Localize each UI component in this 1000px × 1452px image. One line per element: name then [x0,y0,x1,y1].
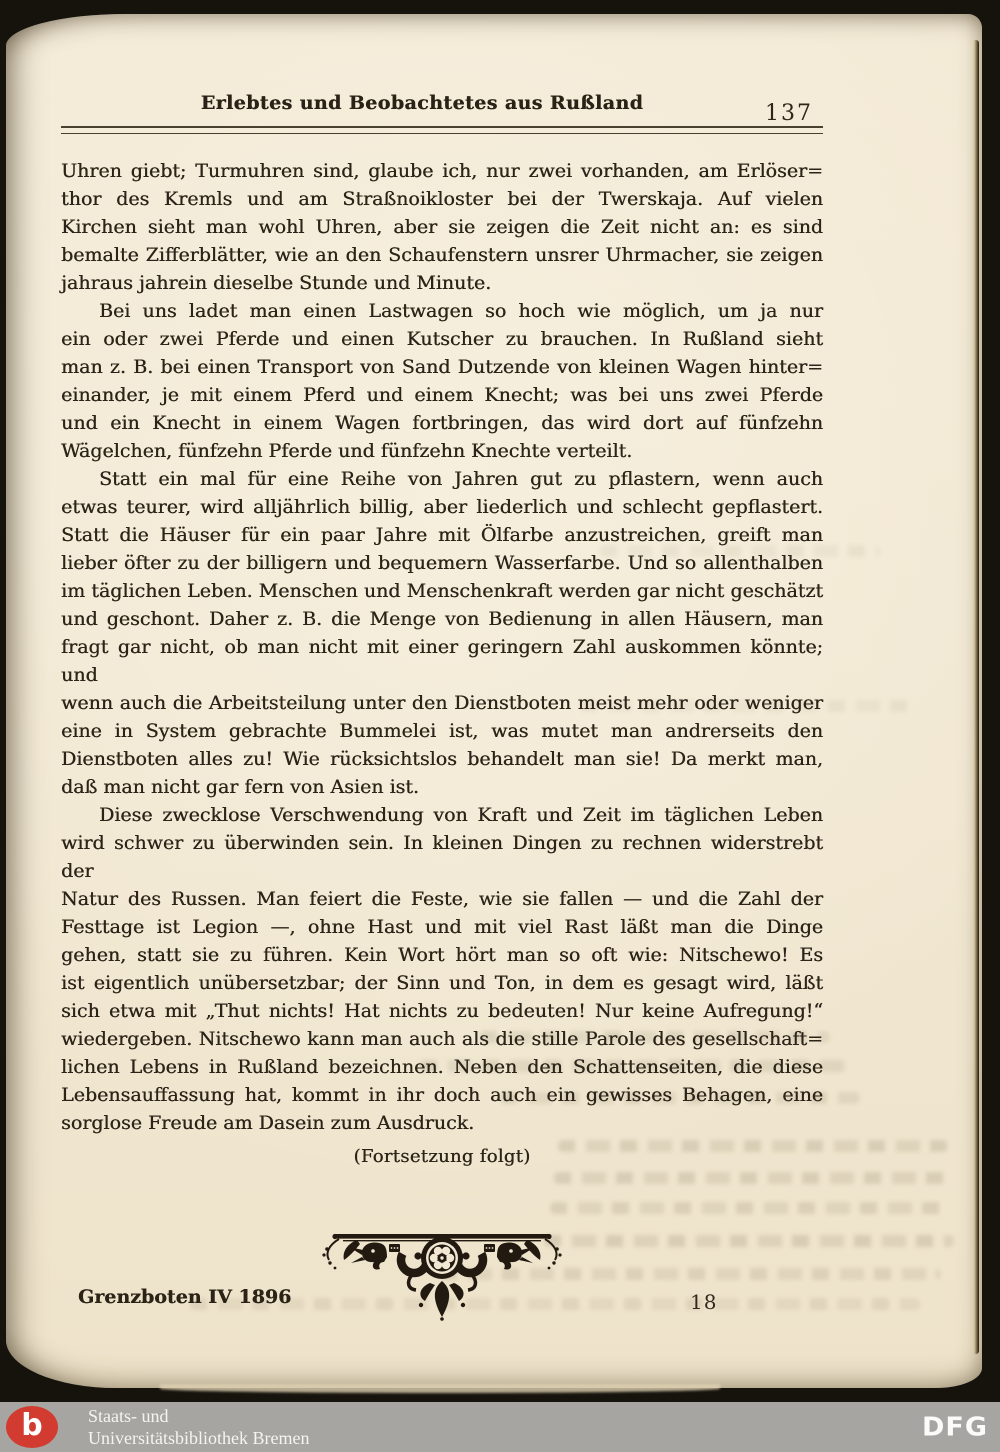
footer-sheet-number: 18 [690,1290,718,1314]
footer-journal-label: Grenzboten IV 1896 [78,1286,292,1308]
body-line: lieber öfter zu der billigern und bequemern Wasserfarbe. Und so allenthalben [61,552,823,574]
body-line: wird schwer zu überwinden sein. In kleinen Dingen zu rechnen widerstrebt der [61,832,823,882]
body-line: jahraus jahrein dieselbe Stunde und Minute. [61,272,492,294]
continuation-note: (Fortsetzung folgt) [353,1146,531,1167]
body-line: im täglichen Leben. Menschen und Menschenkraft werden gar nicht geschätzt [61,580,823,602]
book-page [6,14,982,1388]
body-line: Uhren giebt; Turmuhren sind, glaube ich, nur zwei vorhanden, am Erlöser= [61,160,823,182]
body-line: Statt die Häuser für ein paar Jahre mit Ölfarbe anzustreichen, greift man [61,524,823,546]
body-line: ein oder zwei Pferde und einen Kutscher zu brauchen. In Rußland sieht [61,328,823,350]
body-line: man z. B. bei einen Transport von Sand Dutzende von kleinen Wagen hinter= [61,356,823,378]
body-line: Wägelchen, fünfzehn Pferde und fünfzehn Knechte verteilt. [61,440,633,462]
viewer-bottom-bar [0,1402,1000,1452]
library-name-line1: Staats- und [88,1406,169,1426]
body-line: ist eigentlich unübersetzbar; der Sinn und Ton, in dem es gesagt wird, läßt [61,972,823,994]
body-line: bemalte Zifferblätter, wie an den Schaufenstern unsrer Uhrmacher, sie zeigen [61,244,823,266]
body-line: wiedergeben. Nitschewo kann man auch als die stille Parole des gesellschaft= [61,1028,823,1050]
body-line: Bei uns ladet man einen Lastwagen so hoch wie möglich, um ja nur [99,300,823,322]
body-line: Natur des Russen. Man feiert die Feste, wie sie fallen — und die Zahl der [61,888,823,910]
body-line: gehen, statt sie zu führen. Kein Wort hört man so oft wie: Nitschewo! Es [61,944,823,966]
body-line: und geschont. Daher z. B. die Menge von Bedienung in allen Häusern, man [61,608,823,630]
library-name [88,1405,309,1449]
library-logo [6,1406,58,1448]
body-line: Dienstboten alles zu! Wie rücksichtslos behandelt man sie! Da merkt man, [61,748,823,770]
body-line: Diese zwecklose Verschwendung von Kraft und Zeit im täglichen Leben [99,804,823,826]
body-line: thor des Kremls und am Straßnoikloster bei der Twerskaja. Auf vielen [61,188,823,210]
page-header [61,92,843,134]
tailpiece-ornament [317,1227,567,1323]
dfg-logo: DFG [921,1412,988,1442]
body-line: und ein Knecht in einem Wagen fortbringen, das wird dort auf fünfzehn [61,412,823,434]
body-line: sorglose Freude am Dasein zum Ausdruck. [61,1112,475,1134]
body-line: Lebensauffassung hat, kommt in ihr doch auch ein gewisses Behagen, eine [61,1084,823,1106]
running-title: Erlebtes und Beobachtetes aus Rußland [200,92,644,114]
body-line: eine in System gebrachte Bummelei ist, was mutet man andrerseits den [61,720,823,742]
body-line: daß man nicht gar fern von Asien ist. [61,776,419,798]
body-line: lichen Lebens in Rußland bezeichnen. Neben den Schattenseiten, die diese [61,1056,823,1078]
text-column [61,157,823,1323]
body-line: Festtage ist Legion —, ohne Hast und mit viel Rast läßt man die Dinge [61,916,823,938]
library-logo-letter: b [21,1408,43,1443]
page-bottom-edge [160,1384,720,1393]
body-line: Statt ein mal für eine Reihe von Jahren gut zu pflastern, wenn auch [99,468,823,490]
double-rule [61,126,823,134]
page-number: 137 [765,101,813,126]
library-name-line2: Universitätsbibliothek Bremen [88,1428,310,1448]
body-line: sich etwa mit „Thut nichts! Hat nichts zu bedeuten! Nur keine Aufregung!“ [61,1000,823,1022]
body-line: wenn auch die Arbeitsteilung unter den Dienstboten meist mehr oder weniger [61,692,823,714]
body-line: Kirchen sieht man wohl Uhren, aber sie zeigen die Zeit nicht an: es sind [61,216,823,238]
library-branding [0,1405,309,1449]
body-line: fragt gar nicht, ob man nicht mit einer geringern Zahl auskommen könnte; und [61,636,823,686]
body-line: etwas teurer, wird alljährlich billig, aber liederlich und schlecht gepflastert. [61,496,823,518]
body-line: einander, je mit einem Pferd und einem Knecht; was bei uns zwei Pferde [61,384,823,406]
